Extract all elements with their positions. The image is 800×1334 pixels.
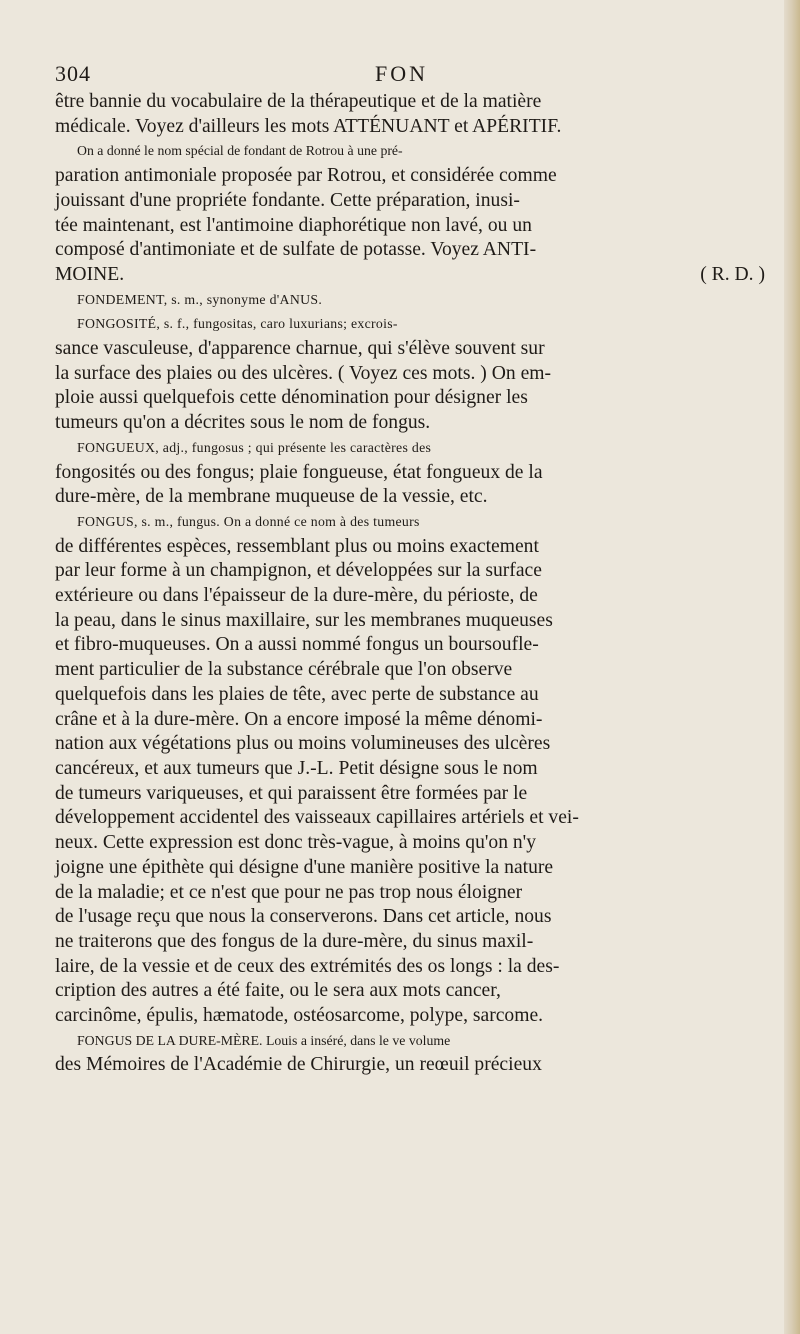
- book-page: [55, 58, 765, 1078]
- text-line: composé d'antimoniate et de sulfate de potasse. Voyez ANTI-: [55, 239, 537, 261]
- text-line: ment particulier de la substance cérébrale que l'on observe: [55, 659, 513, 681]
- entry-fongus: FONGUS, s. m., fungus. On a donné ce nom à des tumeurs: [77, 513, 420, 529]
- text-line: carcinôme, épulis, hæmatode, ostéosarcome, polype, sarcome.: [55, 1005, 544, 1027]
- text-line: laire, de la vessie et de ceux des extrémités des os longs : la des-: [55, 955, 560, 977]
- text-line: neux. Cette expression est donc très-vague, à moins qu'on n'y: [55, 832, 537, 854]
- text-line: tumeurs qu'on a décrites sous le nom de fongus.: [55, 412, 431, 434]
- text-line: de tumeurs variqueuses, et qui paraissent être formées par le: [55, 782, 528, 804]
- text-line: la peau, dans le sinus maxillaire, sur les membranes muqueuses: [55, 609, 553, 631]
- text-line: quelquefois dans les plaies de tête, avec perte de substance au: [55, 683, 539, 705]
- text-line: dure-mère, de la membrane muqueuse de la vessie, etc.: [55, 486, 488, 508]
- text-line: développement accidentel des vaisseaux capillaires artériels et vei-: [55, 807, 579, 829]
- text-line: de l'usage reçu que nous la conserverons. Dans cet article, nous: [55, 906, 552, 928]
- text-line: et fibro-muqueuses. On a aussi nommé fongus un boursoufle-: [55, 634, 539, 656]
- text-line: cancéreux, et aux tumeurs que J.-L. Petit désigne sous le nom: [55, 757, 538, 779]
- entry-fongus-dure-mere: FONGUS DE LA DURE-MÈRE. Louis a inséré, dans le ve volume: [77, 1032, 451, 1048]
- text-line: ne traiterons que des fongus de la dure-mère, du sinus maxil-: [55, 930, 534, 952]
- text-line: paration antimoniale proposée par Rotrou, et considérée comme: [55, 165, 557, 187]
- text-line: des Mémoires de l'Académie de Chirurgie, un reœuil précieux: [55, 1054, 542, 1076]
- text-line: joigne une épithète qui désigne d'une manière positive la nature: [55, 856, 554, 878]
- text-line: ploie aussi quelquefois cette dénomination pour désigner les: [55, 387, 528, 409]
- author-signature: ( R. D. ): [700, 263, 765, 285]
- text-line: médicale. Voyez d'ailleurs les mots ATTÉNUANT et APÉRITIF.: [55, 115, 562, 137]
- text-line: de la maladie; et ce n'est que pour ne pas trop nous éloigner: [55, 881, 523, 903]
- text-line: On a donné le nom spécial de fondant de Rotrou à une pré-: [77, 143, 403, 159]
- text-line: tée maintenant, est l'antimoine diaphorétique non lavé, ou un: [55, 214, 532, 236]
- text-line: extérieure ou dans l'épaisseur de la dure-mère, du périoste, de: [55, 585, 538, 607]
- text-line: la surface des plaies ou des ulcères. ( Voyez ces mots. ) On em-: [55, 362, 552, 384]
- running-head-word: FON: [375, 61, 429, 86]
- text-line: sance vasculeuse, d'apparence charnue, qui s'élève souvent sur: [55, 338, 545, 360]
- page-edge: [784, 0, 800, 1334]
- text-line-fragment: MOINE.: [55, 263, 125, 285]
- text-line: nation aux végétations plus ou moins volumineuses des ulcères: [55, 733, 551, 755]
- page-number: 304: [55, 61, 91, 86]
- running-head: [55, 58, 765, 90]
- text-line: par leur forme à un champignon, et développées sur la surface: [55, 560, 542, 582]
- entry-fongueux: FONGUEUX, adj., fungosus ; qui présente les caractères des: [77, 439, 432, 455]
- text-line: jouissant d'une propriéte fondante. Cette préparation, inusi-: [55, 189, 520, 211]
- text-line: de différentes espèces, ressemblant plus ou moins exactement: [55, 535, 539, 557]
- text-line: fongosités ou des fongus; plaie fongueuse, état fongueux de la: [55, 461, 543, 483]
- entry-fondement: FONDEMENT, s. m., synonyme d'ANUS.: [77, 291, 323, 307]
- body-text: [55, 90, 765, 1078]
- text-line: [55, 263, 765, 288]
- text-line: crâne et à la dure-mère. On a encore imposé la même dénomi-: [55, 708, 543, 730]
- text-line: cription des autres a été faite, ou le sera aux mots cancer,: [55, 980, 501, 1002]
- text-line: être bannie du vocabulaire de la thérapeutique et de la matière: [55, 91, 542, 112]
- entry-fongosite: FONGOSITÉ, s. f., fungositas, caro luxurians; excrois-: [77, 316, 398, 332]
